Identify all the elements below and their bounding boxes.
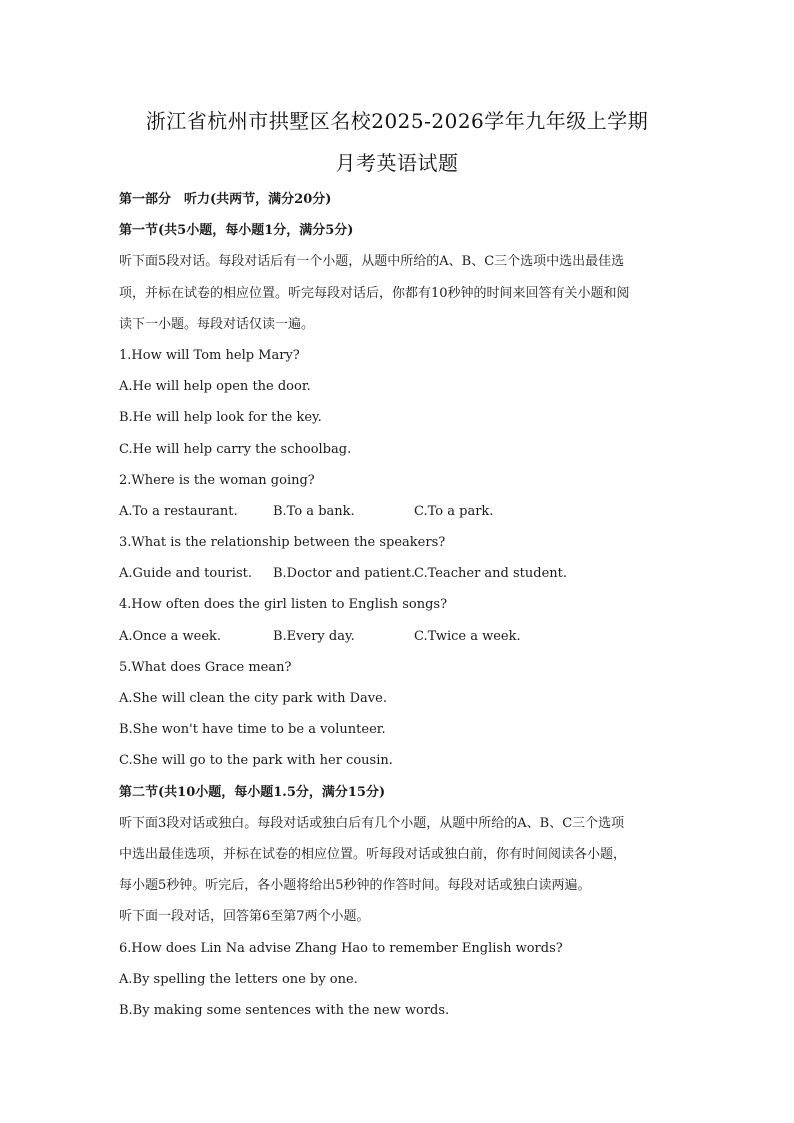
exam-subtitle: 月考英语试题 <box>335 151 459 175</box>
question-2-option-c[interactable]: C.To a park. <box>414 503 494 519</box>
question-2-option-a[interactable]: A.To a restaurant. <box>119 503 238 519</box>
question-4-options <box>119 621 679 652</box>
question-4-option-b[interactable]: B.Every day. <box>273 628 355 644</box>
question-2-option-b[interactable]: B.To a bank. <box>273 503 355 519</box>
question-5-option-c[interactable]: C.She will go to the park with her cousin. <box>119 753 393 769</box>
question-3-options <box>119 558 679 589</box>
question-1-option-c[interactable]: C.He will help carry the schoolbag. <box>119 441 352 457</box>
question-6-option-a[interactable]: A.By spelling the letters one by one. <box>119 971 358 987</box>
section2-instruction-line: 听下面3段对话或独白。每段对话或独白后有几个小题，从题中所给的A、B、C三个选项 <box>119 815 625 831</box>
question-4-stem: 4.How often does the girl listen to English songs? <box>119 597 448 613</box>
question-1-stem: 1.How will Tom help Mary? <box>119 347 300 363</box>
question-6-option-b[interactable]: B.By making some sentences with the new words. <box>119 1002 450 1018</box>
question-5-option-b[interactable]: B.She won't have time to be a volunteer. <box>119 722 386 738</box>
question-3-option-b[interactable]: B.Doctor and patient. <box>273 566 416 582</box>
question-4-option-c[interactable]: C.Twice a week. <box>414 628 521 644</box>
question-3-stem: 3.What is the relationship between the speakers? <box>119 535 446 551</box>
section1-heading: 第一节(共5小题，每小题1分，满分5分) <box>119 223 354 239</box>
question-3-option-a[interactable]: A.Guide and tourist. <box>119 566 252 582</box>
exam-content <box>119 184 679 1026</box>
section2-instruction-line: 每小题5秒钟。听完后，各小题将给出5秒钟的作答时间。每段对话或独白读两遍。 <box>119 878 591 894</box>
section2-heading: 第二节(共10小题，每小题1.5分，满分15分) <box>119 784 386 800</box>
question-5-stem: 5.What does Grace mean? <box>119 659 292 675</box>
section2-instruction-line: 中选出最佳选项，并标在试卷的相应位置。听每段对话或独白前，你有时间阅读各小题， <box>119 846 627 862</box>
question-2-options <box>119 496 679 527</box>
question-3-option-c[interactable]: C.Teacher and student. <box>414 566 568 582</box>
question-5-option-a[interactable]: A.She will clean the city park with Dave. <box>119 691 387 706</box>
question-6-stem: 6.How does Lin Na advise Zhang Hao to remember English words? <box>119 940 563 956</box>
question-1-option-b[interactable]: B.He will help look for the key. <box>119 410 322 426</box>
dialogue-intro: 听下面一段对话，回答第6至第7两个小题。 <box>119 909 370 925</box>
section1-instruction-line: 听下面5段对话。每段对话后有一个小题，从题中所给的A、B、C三个选项中选出最佳选 <box>119 254 625 270</box>
question-4-option-a[interactable]: A.Once a week. <box>119 628 222 644</box>
section1-instruction-line: 读下一小题。每段对话仅读一遍。 <box>119 316 315 332</box>
section1-instruction-line: 项，并标在试卷的相应位置。听完每段对话后，你都有10秒钟的时间来回答有关小题和阅 <box>119 285 630 301</box>
part1-heading: 第一部分 听力(共两节，满分20分) <box>119 192 332 207</box>
question-2-stem: 2.Where is the woman going? <box>119 472 315 488</box>
exam-title: 浙江省杭州市拱墅区名校2025-2026学年九年级上学期 <box>145 109 649 133</box>
question-1-option-a[interactable]: A.He will help open the door. <box>119 379 311 395</box>
